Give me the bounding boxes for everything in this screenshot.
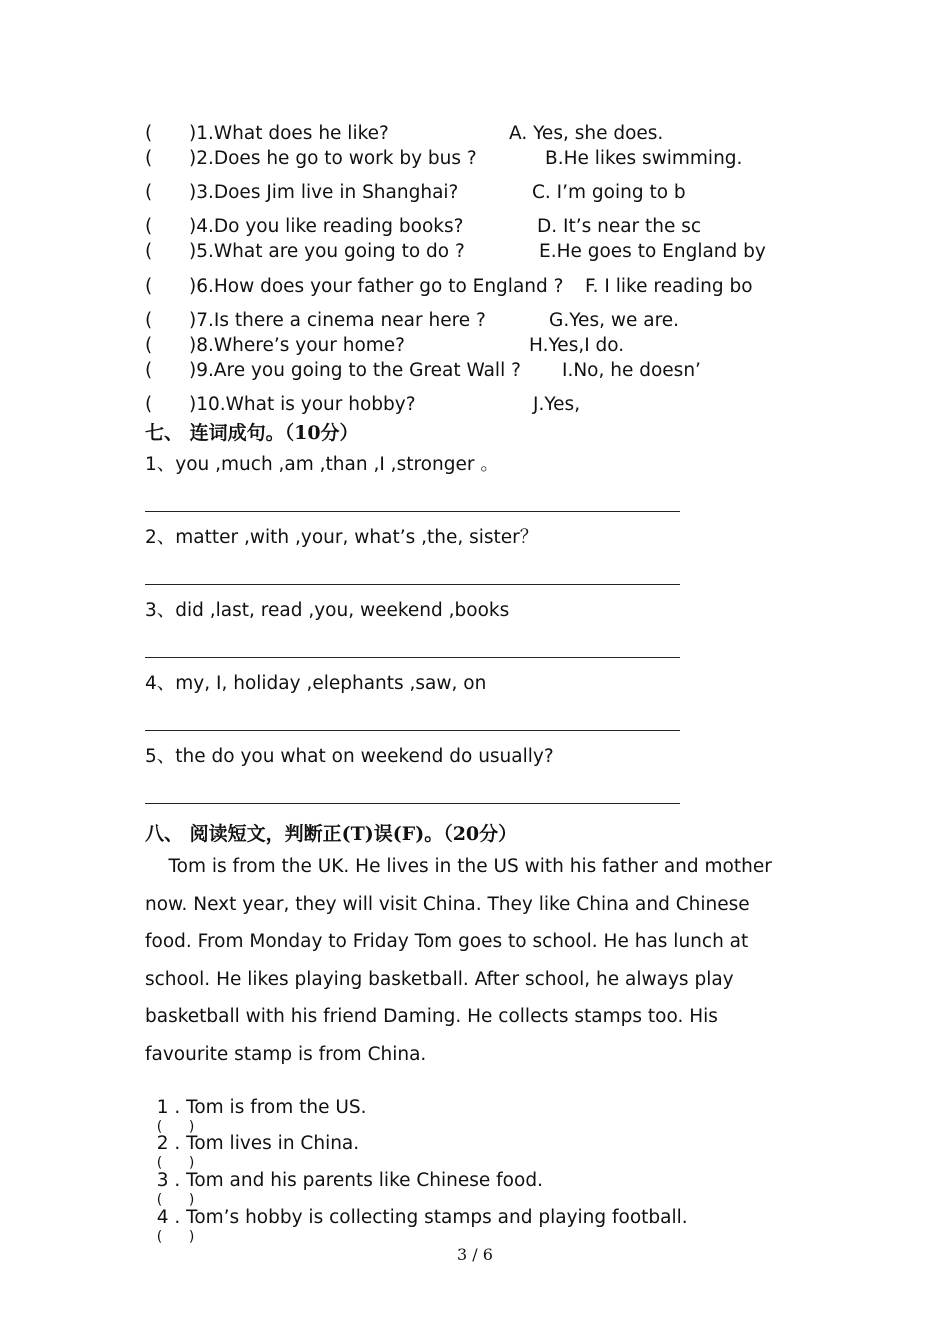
- question-5: )5.What are you going to do ?: [189, 241, 465, 262]
- answer-c: C. I’m going to b: [532, 182, 686, 203]
- tf-answer-2[interactable]: ( ): [156, 1155, 195, 1171]
- answer-i: I.No, he doesn’: [562, 360, 701, 381]
- sentence-item-4: 4、my, I, holiday ,elephants ,saw, on: [145, 673, 487, 694]
- reading-passage: [145, 848, 825, 1073]
- answer-h: H.Yes,I do.: [529, 335, 625, 356]
- tf-question-1-text: 1 . Tom is from the US.: [156, 1096, 367, 1118]
- tf-answer-3[interactable]: ( ): [156, 1192, 195, 1208]
- passage-line-2: now. Next year, they will visit China. They like China and Chinese: [145, 893, 750, 915]
- answer-blank-3[interactable]: [145, 657, 680, 658]
- question-9: )9.Are you going to the Great Wall ?: [189, 360, 521, 381]
- passage-line-5: basketball with his friend Daming. He collects stamps too. His: [145, 1006, 718, 1027]
- answer-a: A. Yes, she does.: [509, 123, 664, 144]
- question-4: )4.Do you like reading books?: [189, 216, 464, 237]
- question-7: )7.Is there a cinema near here ?: [189, 310, 486, 331]
- answer-g: G.Yes, we are.: [549, 310, 680, 331]
- tf-question-3-text: 3 . Tom and his parents like Chinese food.: [156, 1169, 543, 1191]
- sentence-item-2: 2、matter ,with ,your, what’s ,the, sister？: [145, 527, 539, 548]
- tf-question-2-text: 2 . Tom lives in China.: [156, 1132, 360, 1154]
- tf-question-4: [145, 1190, 688, 1246]
- question-3: )3.Does Jim live in Shanghai?: [189, 182, 459, 203]
- sentence-item-1: 1、you ,much ,am ,than ,I ,stronger 。: [145, 454, 499, 475]
- answer-blank-5[interactable]: [145, 803, 680, 804]
- answer-blank-2[interactable]: [145, 584, 680, 585]
- answer-e: E.He goes to England by: [539, 241, 766, 262]
- answer-f: F. I like reading bo: [585, 276, 753, 297]
- tf-question-4-text: 4 . Tom’s hobby is collecting stamps and playing football.: [156, 1206, 688, 1228]
- paren-7: (: [145, 310, 153, 331]
- paren-10: (: [145, 394, 153, 415]
- passage-line-1: Tom is from the UK. He lives in the US with his father and mother: [145, 856, 772, 877]
- question-8: )8.Where’s your home?: [189, 335, 405, 356]
- section-7-heading: 七、 连词成句。（10分）: [145, 422, 359, 444]
- page-number: 3 / 6: [457, 1245, 493, 1264]
- question-10: )10.What is your hobby?: [189, 394, 416, 415]
- paren-1: (: [145, 123, 153, 144]
- paren-9: (: [145, 360, 153, 381]
- sentence-item-3: 3、did ,last, read ,you, weekend ,books: [145, 600, 510, 621]
- sentence-item-5: 5、the do you what on weekend do usually?: [145, 746, 554, 767]
- paren-6: (: [145, 276, 153, 297]
- paren-8: (: [145, 335, 153, 356]
- question-6: )6.How does your father go to England ?: [189, 276, 564, 297]
- section-8-heading: 八、 阅读短文，判断正(T)误(F)。（20分）: [145, 823, 518, 845]
- paren-5: (: [145, 241, 153, 262]
- passage-line-4: school. He likes playing basketball. After school, he always play: [145, 968, 734, 990]
- paren-4: (: [145, 216, 153, 237]
- tf-answer-4[interactable]: ( ): [156, 1229, 195, 1245]
- paren-3: (: [145, 182, 153, 203]
- answer-d: D. It’s near the sc: [537, 216, 702, 237]
- passage-line-3: food. From Monday to Friday Tom goes to school. He has lunch at: [145, 931, 749, 952]
- answer-blank-4[interactable]: [145, 730, 680, 731]
- paren-2: (: [145, 148, 153, 169]
- passage-line-6: favourite stamp is from China.: [145, 1043, 427, 1065]
- answer-j: J.Yes,: [533, 394, 581, 415]
- answer-b: B.He likes swimming.: [545, 148, 743, 169]
- answer-blank-1[interactable]: [145, 511, 680, 512]
- tf-answer-1[interactable]: ( ): [156, 1119, 195, 1135]
- question-1: )1.What does he like?: [189, 123, 389, 144]
- question-2: )2.Does he go to work by bus ?: [189, 148, 477, 169]
